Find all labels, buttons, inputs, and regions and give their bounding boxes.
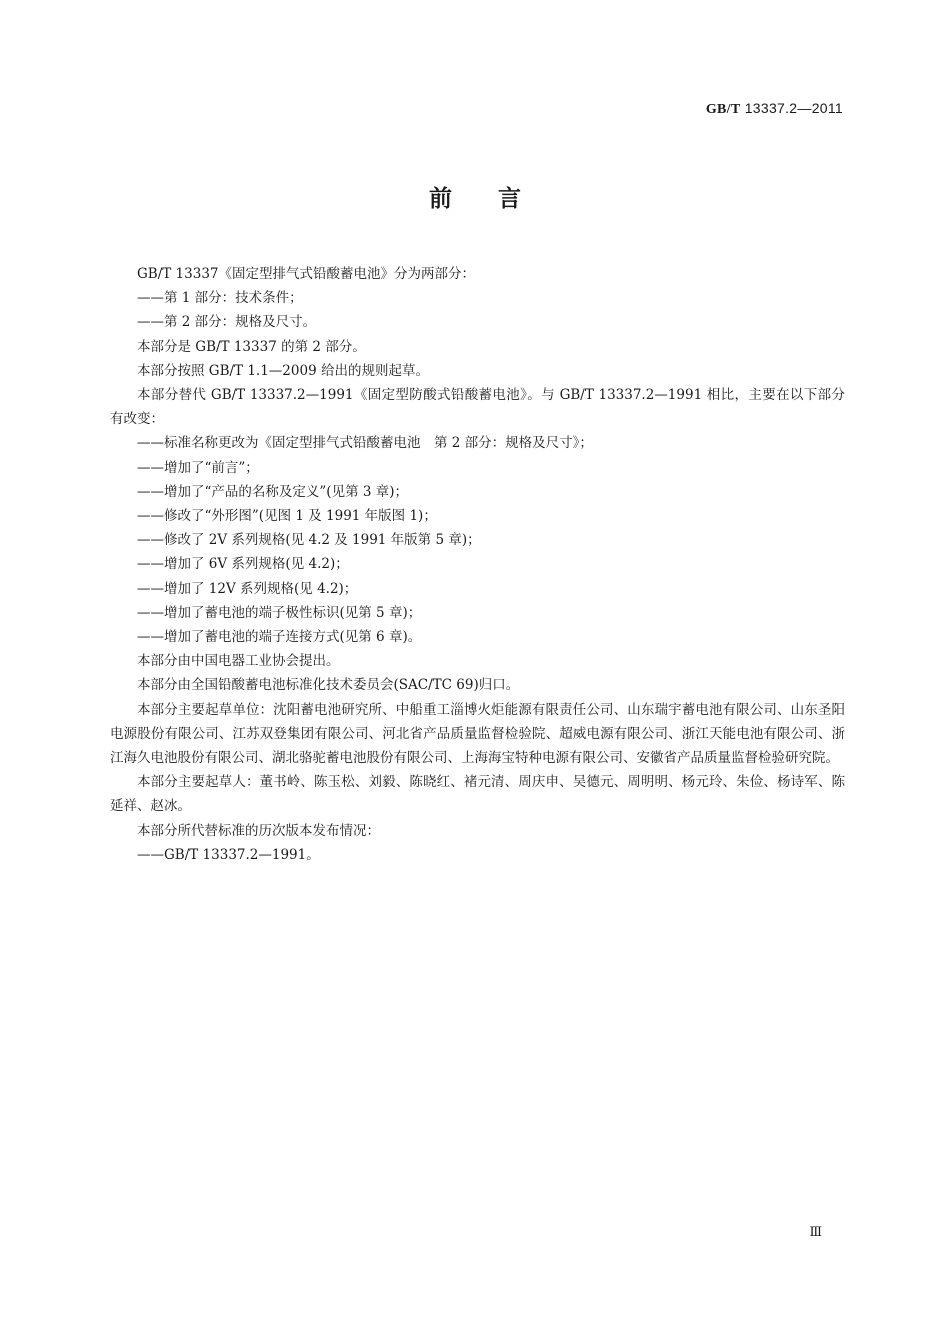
paragraph: 本部分由中国电器工业协会提出。 xyxy=(137,653,340,670)
paragraph: ——第 1 部分：技术条件； xyxy=(137,290,303,307)
paragraph: 本部分由全国铅酸蓄电池标准化技术委员会(SAC/TC 69)归口。 xyxy=(137,677,520,694)
standard-number: 13337.2—2011 xyxy=(744,100,843,116)
standard-code xyxy=(706,100,843,118)
page-title: 前言 xyxy=(429,186,567,212)
paragraph: GB/T 13337《固定型排气式铅酸蓄电池》分为两部分： xyxy=(137,266,475,282)
standard-prefix: GB/T xyxy=(705,102,741,117)
paragraph: 本部分所代替标准的历次版本发布情况： xyxy=(137,822,380,839)
paragraph: ——增加了蓄电池的端子连接方式(见第 6 章)。 xyxy=(137,629,422,646)
paragraph: 本部分主要起草单位：沈阳蓄电池研究所、中船重工淄博火炬能源有限责任公司、山东瑞宇蓄电池有限公司、山东圣阳电源股份有限公司、江苏双登集团有限公司、河北省产品质量监督检验院、超威电源有限公司、浙江天能电池有限公司、浙江海久电池股份有限公司、湖北骆驼蓄电池股份有限公司、上海海宝特种电源有限公司、安徽省产品质量监督检验研究院。 xyxy=(110,701,845,767)
page-number: Ⅲ xyxy=(809,1224,822,1239)
paragraph: ——GB/T 13337.2—1991。 xyxy=(137,846,320,863)
paragraph: ——增加了“前言”； xyxy=(137,459,259,476)
paragraph: ——修改了“外形图”(见图 1 及 1991 年版图 1)； xyxy=(137,508,437,525)
paragraph: 本部分主要起草人：董书岭、陈玉松、刘毅、陈晓红、褚元清、周庆申、吴德元、周明明、杨元玲、朱俭、杨诗军、陈延祥、赵冰。 xyxy=(110,774,845,815)
paragraph: ——修改了 2V 系列规格(见 4.2 及 1991 年版第 5 章)； xyxy=(137,532,481,549)
paragraph: ——增加了 12V 系列规格(见 4.2)； xyxy=(137,580,358,597)
paragraph: ——增加了 6V 系列规格(见 4.2)； xyxy=(137,556,349,573)
paragraph: 本部分替代 GB/T 13337.2—1991《固定型防酸式铅酸蓄电池》。与 GB/T 13337.2—1991 相比，主要在以下部分有改变： xyxy=(110,387,845,428)
paragraph: ——标准名称更改为《固定型排气式铅酸蓄电池 第 2 部分：规格及尺寸》； xyxy=(137,435,593,452)
paragraph: ——第 2 部分：规格及尺寸。 xyxy=(137,314,317,331)
foreword-body xyxy=(110,262,845,867)
paragraph: 本部分是 GB/T 13337 的第 2 部分。 xyxy=(137,338,366,355)
paragraph: 本部分按照 GB/T 1.1—2009 给出的规则起草。 xyxy=(137,362,429,379)
paragraph: ——增加了蓄电池的端子极性标识(见第 5 章)； xyxy=(137,604,422,621)
paragraph: ——增加了“产品的名称及定义”(见第 3 章)； xyxy=(137,483,409,500)
